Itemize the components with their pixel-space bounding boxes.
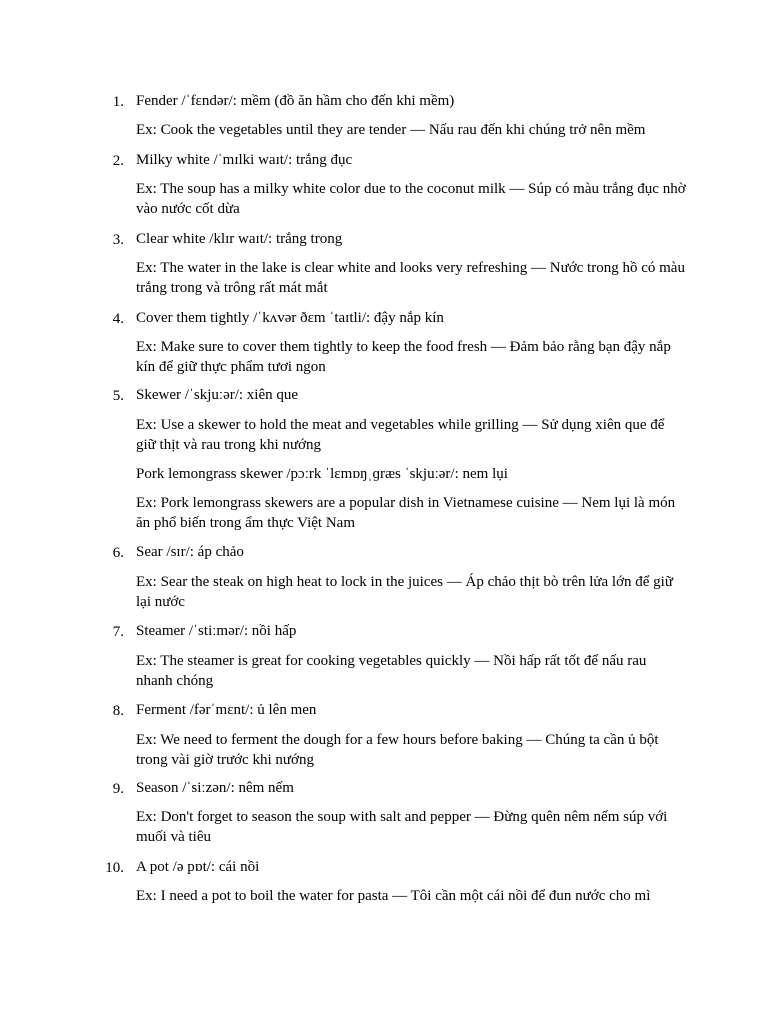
- vocab-example: Ex: Sear the steak on high heat to lock in the juices — Áp chảo thịt bò trên lửa lớn để giữ lại nước: [136, 574, 673, 610]
- vocab-term: Fender /ˈfɛndər/: mềm (đồ ăn hầm cho đến khi mềm): [136, 93, 455, 109]
- vocab-example: Ex: Make sure to cover them tightly to keep the food fresh — Đảm bảo rằng bạn đậy nắp kín để giữ thực phẩm tươi ngon: [136, 339, 671, 375]
- vocab-example: Ex: Don't forget to season the soup with salt and pepper — Đừng quên nêm nếm súp với muối và tiêu: [136, 809, 668, 845]
- vocab-example: Ex: The soup has a milky white color due to the coconut milk — Súp có màu trắng đục nhờ vào nước cốt dừa: [136, 181, 686, 217]
- list-number: 2.: [112, 153, 124, 169]
- vocab-term: Ferment /fərˈmɛnt/: ủ lên men: [136, 702, 317, 718]
- list-number: 6.: [112, 545, 124, 561]
- list-number: 1.: [112, 94, 124, 110]
- list-number: 9.: [112, 781, 124, 797]
- vocab-example: Ex: The steamer is great for cooking vegetables quickly — Nồi hấp rất tốt để nấu rau nhanh chóng: [136, 653, 647, 689]
- vocab-term: A pot /ə pɒt/: cái nồi: [136, 859, 260, 875]
- vocab-example: Ex: Cook the vegetables until they are tender — Nấu rau đến khi chúng trở nên mềm: [136, 122, 646, 138]
- vocab-example: Ex: I need a pot to boil the water for pasta — Tôi cần một cái nồi để đun nước cho mì: [136, 888, 651, 904]
- vocab-example: Ex: We need to ferment the dough for a few hours before baking — Chúng ta cần ủ bột trong vài giờ trước khi nướng: [136, 732, 659, 768]
- vocab-example: Ex: The water in the lake is clear white and looks very refreshing — Nước trong hồ có màu trắng trong và trông rất mát mắt: [136, 260, 685, 296]
- vocab-subterm: Pork lemongrass skewer /pɔːrk ˈlɛmɒŋˌɡræs ˈskjuːər/: nem lụi: [136, 466, 508, 482]
- vocab-term: Steamer /ˈstiːmər/: nồi hấp: [136, 623, 297, 639]
- list-number: 8.: [112, 703, 124, 719]
- vocab-term: Clear white /klɪr waɪt/: trắng trong: [136, 231, 343, 247]
- vocab-example: Ex: Pork lemongrass skewers are a popular dish in Vietnamese cuisine — Nem lụi là món ăn phổ biến trong ẩm thực Việt Nam: [136, 495, 676, 531]
- vocab-term: Season /ˈsiːzən/: nêm nếm: [136, 780, 294, 796]
- vocab-term: Cover them tightly /ˈkʌvər ðɛm ˈtaɪtli/: đậy nắp kín: [136, 310, 444, 326]
- vocab-term: Sear /sɪr/: áp chảo: [136, 544, 244, 560]
- vocab-term: Skewer /ˈskjuːər/: xiên que: [136, 387, 299, 403]
- list-number: 5.: [112, 388, 124, 404]
- list-number: 7.: [112, 624, 124, 640]
- list-number: 3.: [112, 232, 124, 248]
- vocab-example: Ex: Use a skewer to hold the meat and vegetables while grilling — Sử dụng xiên que để giữ thịt và rau trong khi nướng: [136, 417, 665, 453]
- vocab-term: Milky white /ˈmɪlki waɪt/: trắng đục: [136, 152, 353, 168]
- list-number: 10.: [105, 860, 124, 876]
- list-number: 4.: [112, 311, 124, 327]
